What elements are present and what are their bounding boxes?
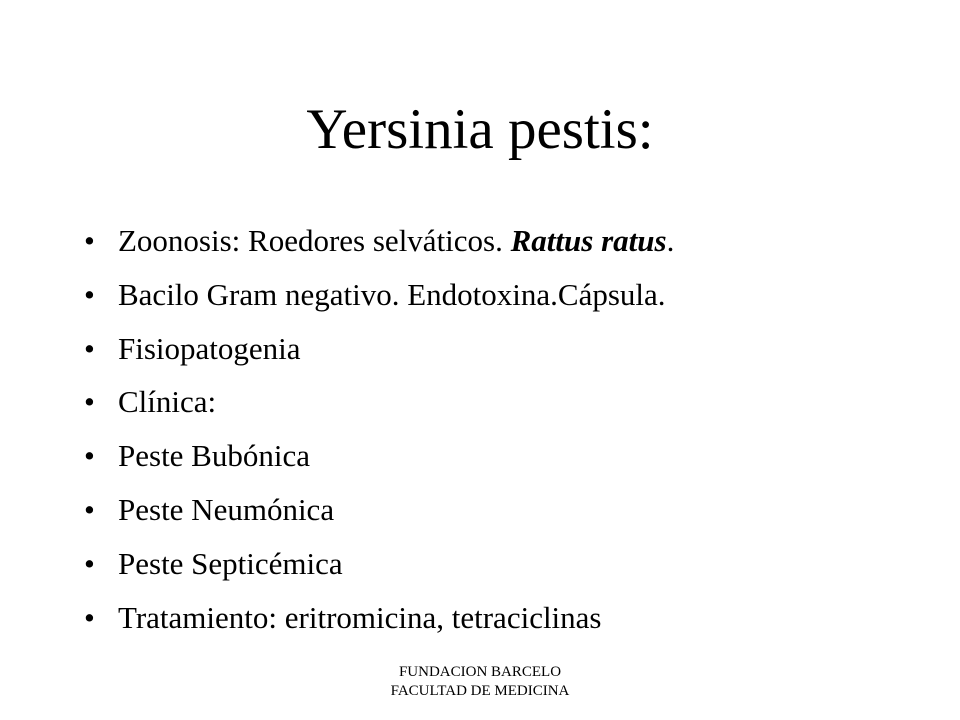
bullet-icon: • xyxy=(84,599,95,635)
bullet-icon: • xyxy=(84,491,95,527)
bullet-text: Bacilo Gram negativo. Endotoxina.Cápsula. xyxy=(118,276,666,312)
footer-line-faculty: FACULTAD DE MEDICINA xyxy=(390,683,570,699)
bullet-text: Peste Septicémica xyxy=(118,545,343,581)
bullet-text-emphasis: Rattus ratus xyxy=(510,223,667,258)
bullet-icon: • xyxy=(84,545,95,581)
bullet-text-suffix: . xyxy=(666,223,675,258)
bullet-text: Fisiopatogenia xyxy=(118,330,301,366)
bullet-text: Tratamiento: eritromicina, tetraciclinas xyxy=(118,599,602,635)
bullet-text: Peste Bubónica xyxy=(118,438,310,474)
bullet-text: Clínica: xyxy=(118,384,217,420)
slide-footer xyxy=(0,663,960,701)
bullet-icon: • xyxy=(84,276,95,312)
bullet-icon: • xyxy=(84,330,95,366)
slide-title: Yersinia pestis: xyxy=(306,98,654,161)
bullet-text-plain: Zoonosis: Roedores selváticos. xyxy=(118,223,511,258)
bullet-icon: • xyxy=(84,438,95,474)
bullet-text: Peste Neumónica xyxy=(118,491,335,527)
bullet-icon: • xyxy=(84,384,95,420)
footer-line-institution: FUNDACION BARCELO xyxy=(398,664,562,680)
bullet-icon: • xyxy=(84,223,95,258)
bullet-text xyxy=(118,214,674,268)
